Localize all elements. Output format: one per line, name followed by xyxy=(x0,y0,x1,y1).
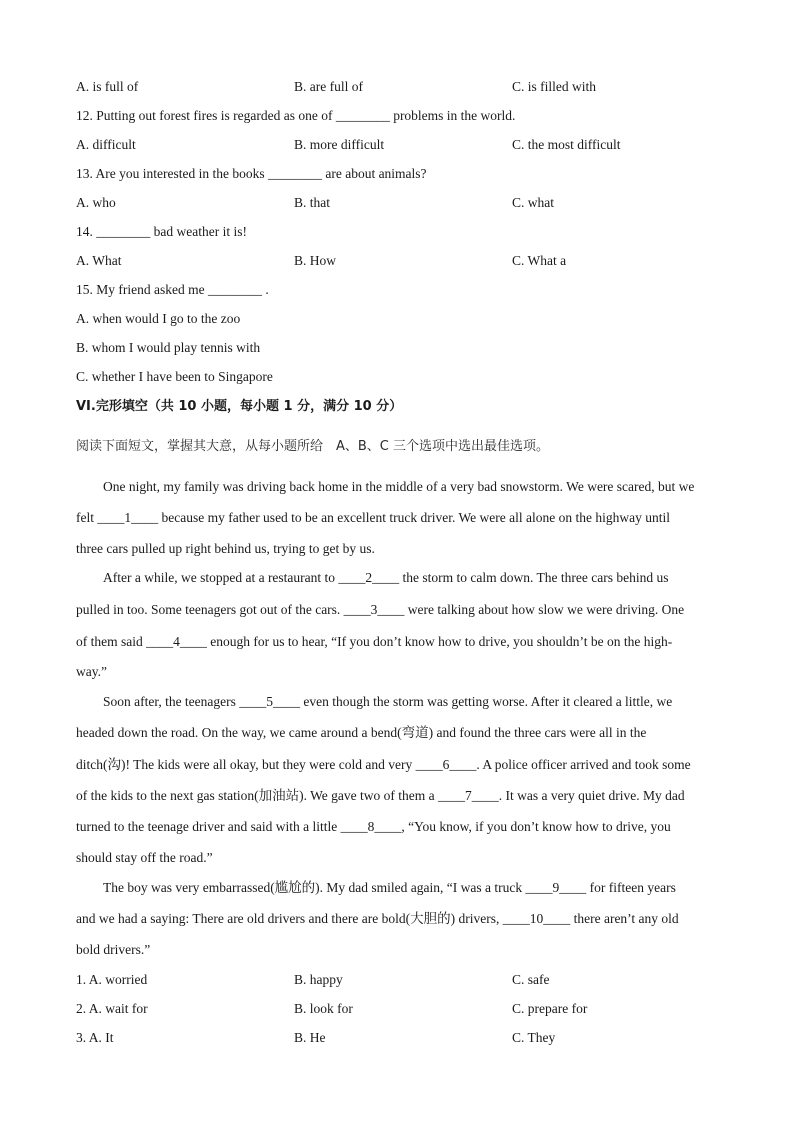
option-c: C. the most difficult xyxy=(512,137,621,152)
option-a: 2. A. wait for xyxy=(76,1001,148,1016)
option-a: 1. A. worried xyxy=(76,972,148,987)
cloze-options-1 xyxy=(76,970,726,990)
section-title: VI.完形填空（共 10 小题，每小题 1 分，满分 10 分） xyxy=(76,399,403,414)
passage-line: bold drivers.” xyxy=(76,942,151,957)
option-c: C. what xyxy=(512,195,554,210)
passage-line: One night, my family was driving back home in the middle of a very bad snowstorm. We were scared, but we xyxy=(103,479,695,494)
passage-line: of the kids to the next gas station(加油站). We gave two of them a ____7____. It was a very quiet drive. My dad xyxy=(76,788,685,803)
option-b: B. are full of xyxy=(294,79,363,94)
option-b: B. happy xyxy=(294,972,343,987)
option-c: C. They xyxy=(512,1030,556,1045)
option-a: A. who xyxy=(76,195,116,210)
q15-option-b: B. whom I would play tennis with xyxy=(76,340,261,355)
question-12-stem: 12. Putting out forest fires is regarded as one of ________ problems in the world. xyxy=(76,108,516,123)
passage-line: and we had a saying: There are old drivers and there are bold(大胆的) drivers, ____10____ there aren’t any old xyxy=(76,911,679,926)
passage-line: turned to the teenage driver and said with a little ____8____, “You know, if you don’t know how to drive, you xyxy=(76,819,671,834)
q12-options xyxy=(76,135,726,155)
q13-options xyxy=(76,193,726,213)
passage-line: headed down the road. On the way, we came around a bend(弯道) and found the three cars were all in the xyxy=(76,725,647,740)
q11-options xyxy=(76,77,726,97)
q15-option-c: C. whether I have been to Singapore xyxy=(76,369,273,384)
option-b: B. How xyxy=(294,253,337,268)
option-b: B. He xyxy=(294,1030,326,1045)
option-c: C. What a xyxy=(512,253,567,268)
passage-line: should stay off the road.” xyxy=(76,850,213,865)
option-a: A. is full of xyxy=(76,79,139,94)
option-b: B. look for xyxy=(294,1001,353,1016)
question-14-stem: 14. ________ bad weather it is! xyxy=(76,224,247,239)
question-13-stem: 13. Are you interested in the books ________ are about animals? xyxy=(76,166,427,181)
cloze-options-2 xyxy=(76,999,726,1019)
passage-line: three cars pulled up right behind us, trying to get by us. xyxy=(76,541,375,556)
passage-line: Soon after, the teenagers ____5____ even though the storm was getting worse. After it cleared a little, we xyxy=(103,694,673,709)
option-c: C. prepare for xyxy=(512,1001,588,1016)
passage-line: pulled in too. Some teenagers got out of the cars. ____3____ were talking about how slow we were driving. One xyxy=(76,602,685,617)
passage-line: The boy was very embarrassed(尴尬的). My dad smiled again, “I was a truck ____9____ for fifteen years xyxy=(103,880,676,895)
option-a: A. difficult xyxy=(76,137,136,152)
option-a: A. What xyxy=(76,253,122,268)
option-b: B. more difficult xyxy=(294,137,385,152)
q14-options xyxy=(76,251,726,271)
passage-line: After a while, we stopped at a restaurant to ____2____ the storm to calm down. The three cars behind us xyxy=(103,570,669,585)
option-b: B. that xyxy=(294,195,330,210)
question-15-stem: 15. My friend asked me ________ . xyxy=(76,282,269,297)
passage-line: ditch(沟)! The kids were all okay, but they were cold and very ____6____. A police officer arrived and took some xyxy=(76,757,691,772)
option-a: 3. A. It xyxy=(76,1030,114,1045)
cloze-options-3 xyxy=(76,1028,726,1048)
passage-line: way.” xyxy=(76,664,107,679)
option-c: C. is filled with xyxy=(512,79,596,94)
section-instruction: 阅读下面短文，掌握其大意，从每小题所给 A、B、C 三个选项中选出最佳选项。 xyxy=(76,439,550,454)
q15-option-a: A. when would I go to the zoo xyxy=(76,311,241,326)
passage-line: felt ____1____ because my father used to be an excellent truck driver. We were all alone on the highway until xyxy=(76,510,670,525)
passage-line: of them said ____4____ enough for us to hear, “If you don’t know how to drive, you shouldn’t be on the high- xyxy=(76,634,673,649)
option-c: C. safe xyxy=(512,972,550,987)
